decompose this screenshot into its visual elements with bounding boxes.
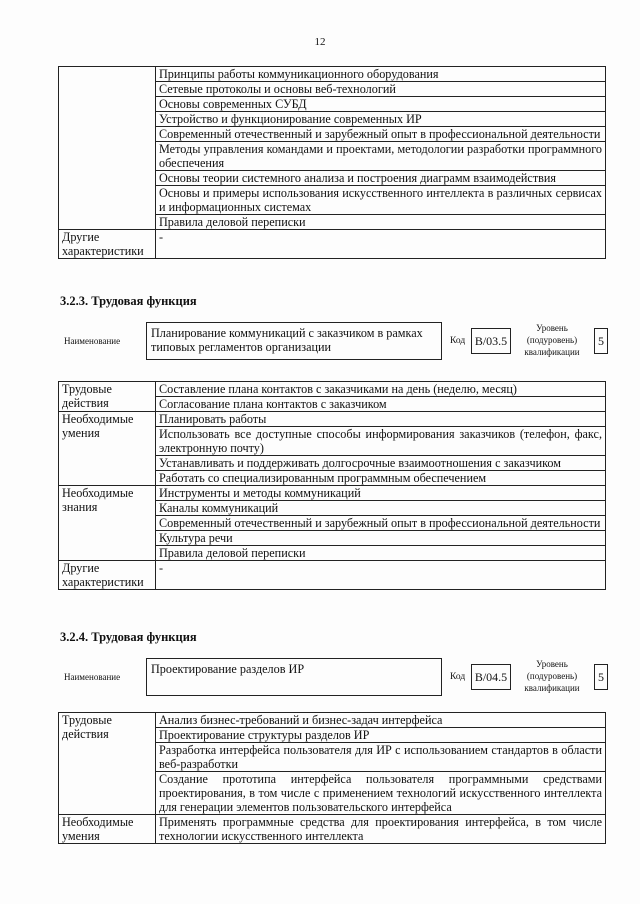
code-label: Код [450, 336, 466, 346]
table-cell: Составление плана контактов с заказчиками на день (неделю, месяц) [156, 382, 606, 397]
table-cell: - [156, 230, 606, 259]
table-cell: Сетевые протоколы и основы веб-технологий [156, 82, 606, 97]
section-title-323: 3.2.3. Трудовая функция [60, 294, 197, 308]
table-cell: Создание прототипа интерфейса пользователя программными средствами проектирования, в том числе с применением технологий искусственного интеллекта для генерации элементов пользовательского интерфейса [156, 772, 606, 815]
table-cell: Культура речи [156, 531, 606, 546]
name-label: Наименование [64, 672, 121, 682]
table-cell: Современный отечественный и зарубежный опыт в профессиональной деятельности [156, 516, 606, 531]
function-table-324 [58, 712, 606, 844]
row-label-actions: Трудовые действия [59, 382, 156, 412]
row-label-skills: Необходимые умения [59, 412, 156, 486]
table-cell: Устанавливать и поддерживать долгосрочные взаимоотношения с заказчиком [156, 456, 606, 471]
table-cell: Правила деловой переписки [156, 215, 606, 230]
table-cell: Современный отечественный и зарубежный опыт в профессиональной деятельности [156, 127, 606, 142]
table-cell: Применять программные средства для проектирования интерфейса, в том числе технологии искусственного интеллекта [156, 815, 606, 844]
name-value: Проектирование разделов ИР [146, 658, 442, 696]
code-value: В/04.5 [471, 664, 511, 690]
level-label: Уровень (подуровень) квалификации [524, 659, 580, 693]
table-cell: Работать со специализированным программным обеспечением [156, 471, 606, 486]
table-cell: Методы управления командами и проектами, методологии разработки программного обеспечения [156, 142, 606, 171]
table-cell: Использовать все доступные способы информирования заказчиков (телефон, факс, электронную почту) [156, 427, 606, 456]
section-title-324: 3.2.4. Трудовая функция [60, 630, 197, 644]
table-cell: Планировать работы [156, 412, 606, 427]
function-header-323 [58, 322, 608, 366]
table-cell: Проектирование структуры разделов ИР [156, 728, 606, 743]
table-cell: Правила деловой переписки [156, 546, 606, 561]
table-cell: - [156, 561, 606, 590]
table-cell: Инструменты и методы коммуникаций [156, 486, 606, 501]
table-cell: Согласование плана контактов с заказчиком [156, 397, 606, 412]
level-value: 5 [594, 328, 608, 354]
function-table-323 [58, 381, 606, 590]
table-cell: Принципы работы коммуникационного оборудования [156, 67, 606, 82]
table-cell: Устройство и функционирование современных ИР [156, 112, 606, 127]
table-label-cell [59, 67, 156, 230]
level-value: 5 [594, 664, 608, 690]
level-label: Уровень (подуровень) квалификации [524, 323, 580, 357]
row-label-other: Другие характеристики [59, 561, 156, 590]
table-cell: Разработка интерфейса пользователя для ИР с использованием стандартов в области веб-разработки [156, 743, 606, 772]
row-label-other: Другие характеристики [59, 230, 156, 259]
table-cell: Анализ бизнес-требований и бизнес-задач интерфейса [156, 713, 606, 728]
page-number: 12 [314, 36, 326, 48]
row-label-knowledge: Необходимые знания [59, 486, 156, 561]
code-value: В/03.5 [471, 328, 511, 354]
table-cell: Основы и примеры использования искусственного интеллекта в различных сервисах и информационных системах [156, 186, 606, 215]
table-cell: Основы теории системного анализа и построения диаграмм взаимодействия [156, 171, 606, 186]
table-cell: Основы современных СУБД [156, 97, 606, 112]
code-label: Код [450, 672, 466, 682]
row-label-actions: Трудовые действия [59, 713, 156, 815]
name-label: Наименование [64, 336, 121, 346]
table-cell: Каналы коммуникаций [156, 501, 606, 516]
name-value: Планирование коммуникаций с заказчиком в рамках типовых регламентов организации [146, 322, 442, 360]
function-header-324 [58, 658, 608, 702]
continued-table [58, 66, 606, 259]
row-label-skills: Необходимые умения [59, 815, 156, 844]
